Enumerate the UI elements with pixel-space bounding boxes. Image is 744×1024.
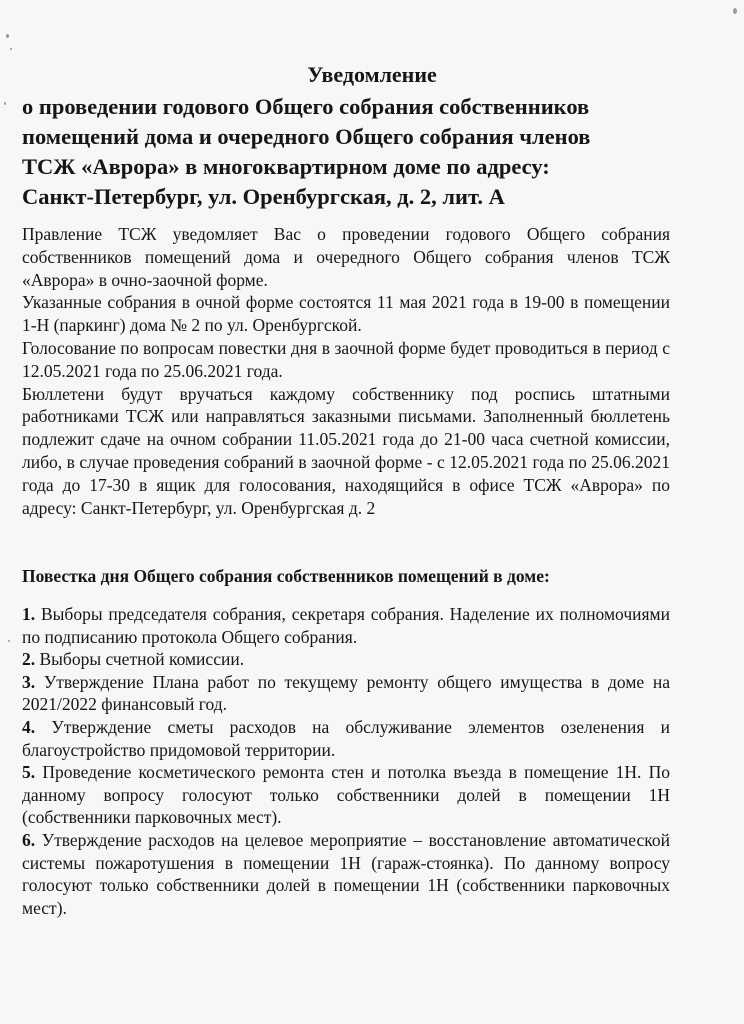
paragraph-ballots: Бюллетени будут вручаться каждому собственнику под роспись штатными работниками ТСЖ или направляться заказными письмами. Заполненный бюллетень подлежит сдаче на очном собрании 11.05.2021 года до 21-00 часа счетной комиссии, либо, в случае проведения собраний в заочной форме - с 12.05.2021 года по 25.06.2021 года до 17-30 в ящик для голосования, находящийся в офисе ТСЖ «Аврора» по адресу: Санкт-Петербург, ул. Оренбургская д. 2: [22, 383, 670, 518]
agenda-item-text: Утверждение расходов на целевое мероприятие – восстановление автоматической системы пожаротушения в помещении 1Н (гараж-стоянка). По данному вопросу голосуют только собственники долей в помещении 1Н (собственники парковочных мест).: [22, 829, 670, 918]
subtitle-line: ТСЖ «Аврора» в многоквартирном доме по адресу:: [22, 154, 550, 179]
paragraph-announcement: Правление ТСЖ уведомляет Вас о проведении годового Общего собрания собственников помещений дома и очередного Общего собрания членов ТСЖ «Аврора» в очно-заочной форме.: [22, 224, 670, 290]
agenda-item-text: Выборы счетной комиссии.: [39, 649, 245, 670]
agenda-item-text: Выборы председателя собрания, секретаря собрания. Наделение их полномочиями по подписанию протокола Общего собрания.: [22, 604, 670, 647]
scan-speck: [6, 34, 9, 38]
agenda-item-number: 4.: [22, 716, 36, 737]
agenda-item-number: 2.: [22, 649, 36, 670]
paragraph-voting-period: Голосование по вопросам повестки дня в заочной форме будет проводиться в период с 12.05.2021 года по 25.06.2021 года.: [22, 337, 670, 381]
agenda-item-number: 1.: [22, 604, 36, 624]
scan-speck: [10, 48, 12, 50]
agenda-item-text: Утверждение сметы расходов на обслуживание элементов озеленения и благоустройство придомовой территории.: [22, 716, 671, 760]
agenda-heading: Повестка дня Общего собрания собственников помещений в доме:: [22, 566, 550, 586]
agenda-item: [22, 829, 670, 919]
notice-title: Уведомление: [307, 62, 437, 87]
paragraph-meeting-time: Указанные собрания в очной форме состоятся 11 мая 2021 года в 19-00 в помещении 1-Н (паркинг) дома № 2 по ул. Оренбургской.: [22, 292, 670, 336]
agenda-item-number: 6.: [22, 829, 36, 850]
agenda-item-number: 5.: [22, 762, 36, 783]
agenda-item: [22, 761, 670, 829]
agenda-item-text: Проведение косметического ремонта стен и потолка въезда в помещение 1Н. По данному вопросу голосуют только собственники долей в помещении 1Н (собственники парковочных мест).: [22, 762, 671, 828]
notice-subtitle: [22, 92, 682, 212]
agenda-item: [22, 648, 670, 671]
scan-speck: [8, 640, 10, 642]
notice-body: [22, 223, 670, 519]
agenda-item: [22, 716, 670, 761]
agenda-item-text: Утверждение Плана работ по текущему ремонту общего имущества в доме на 2021/2022 финансовый год.: [22, 671, 670, 715]
agenda-item-number: 3.: [22, 671, 36, 692]
subtitle-line: Санкт-Петербург, ул. Оренбургская, д. 2, лит. А: [22, 184, 505, 209]
scan-speck: [733, 8, 737, 14]
subtitle-line: о проведении годового Общего собрания собственников: [22, 94, 590, 119]
agenda-item: [22, 671, 670, 716]
scan-speck: [4, 102, 6, 105]
agenda-item: [22, 603, 670, 648]
agenda-list: [22, 603, 670, 919]
subtitle-line: помещений дома и очередного Общего собрания членов: [22, 124, 591, 149]
